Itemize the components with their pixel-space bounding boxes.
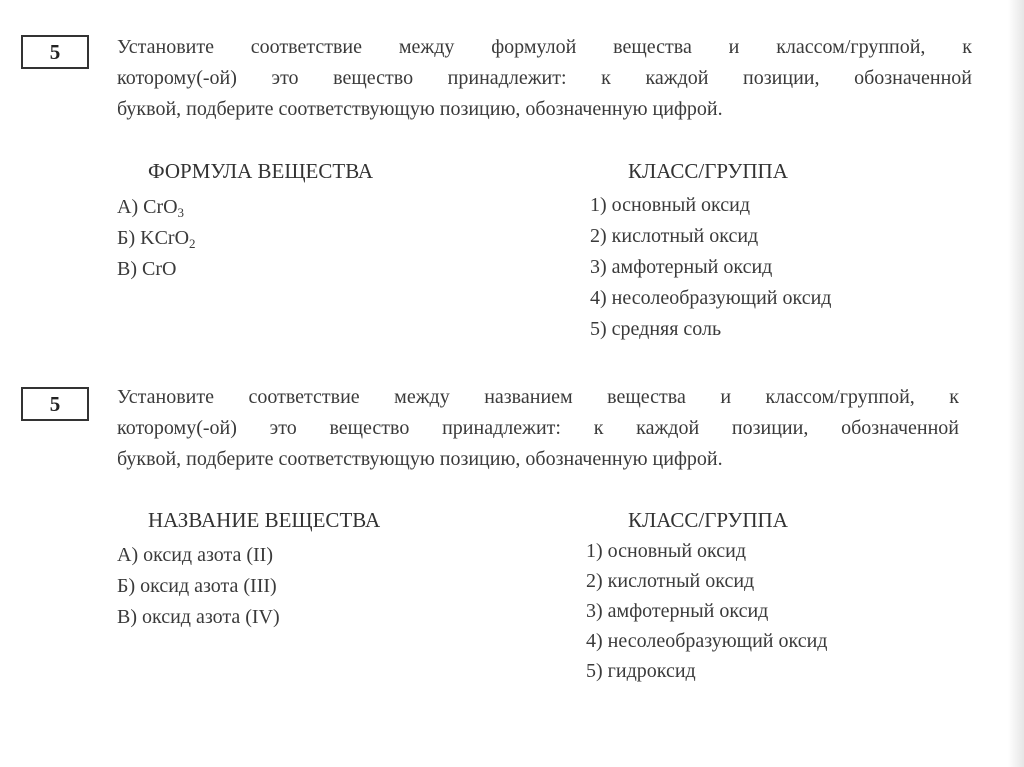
class-item: 4) несолеобразующий оксид xyxy=(590,287,832,309)
prompt-line: Установите соответствие между названием вещества и классом/группой, к xyxy=(117,386,959,408)
class-item: 2) кислотный оксид xyxy=(590,225,759,247)
formula-subscript: 3 xyxy=(177,205,185,220)
substance-name-list xyxy=(117,540,280,633)
class-item: 2) кислотный оксид xyxy=(586,570,755,592)
class-item: 5) гидроксид xyxy=(586,660,696,682)
class-list xyxy=(590,190,831,345)
class-item: 1) основный оксид xyxy=(586,540,746,562)
formula-column-header: ФОРМУЛА ВЕЩЕСТВА xyxy=(148,159,374,183)
prompt-line: буквой, подберите соответствующую позицию, обозначенную цифрой. xyxy=(117,98,723,120)
substance-name-item: В) оксид азота (IV) xyxy=(117,606,280,628)
prompt-line: Установите соответствие между формулой вещества и классом/группой, к xyxy=(117,36,972,58)
formula-item xyxy=(117,192,196,223)
prompt-line: буквой, подберите соответствующую позицию, обозначенную цифрой. xyxy=(117,448,723,470)
class-item: 3) амфотерный оксид xyxy=(586,600,769,622)
formula-text: Б) KCrO xyxy=(117,227,190,249)
class-column-header: КЛАСС/ГРУППА xyxy=(628,159,788,183)
task-number-box: 5 xyxy=(21,35,89,69)
class-item: 3) амфотерный оксид xyxy=(590,256,773,278)
substance-name-item: Б) оксид азота (III) xyxy=(117,575,277,597)
class-column-header: КЛАСС/ГРУППА xyxy=(628,508,788,532)
class-item: 1) основный оксид xyxy=(590,194,750,216)
prompt-line: которому(-ой) это вещество принадлежит: к каждой позиции, обозначенной xyxy=(117,417,959,439)
task-number-box: 5 xyxy=(21,387,89,421)
task-prompt xyxy=(117,382,959,475)
formula-item xyxy=(117,223,196,254)
substance-name-item: А) оксид азота (II) xyxy=(117,544,273,566)
formula-item xyxy=(117,254,196,285)
class-list xyxy=(586,536,827,686)
formula-subscript: 2 xyxy=(189,236,196,251)
prompt-line: которому(-ой) это вещество принадлежит: к каждой позиции, обозначенной xyxy=(117,67,972,89)
task-prompt xyxy=(117,32,972,125)
formula-text: В) CrO xyxy=(117,258,177,280)
formula-list xyxy=(117,192,196,285)
class-item: 5) средняя соль xyxy=(590,318,722,340)
class-item: 4) несолеобразующий оксид xyxy=(586,630,828,652)
formula-text: А) CrO xyxy=(117,196,178,218)
page-edge-shadow xyxy=(1008,0,1024,767)
name-column-header: НАЗВАНИЕ ВЕЩЕСТВА xyxy=(148,508,381,532)
